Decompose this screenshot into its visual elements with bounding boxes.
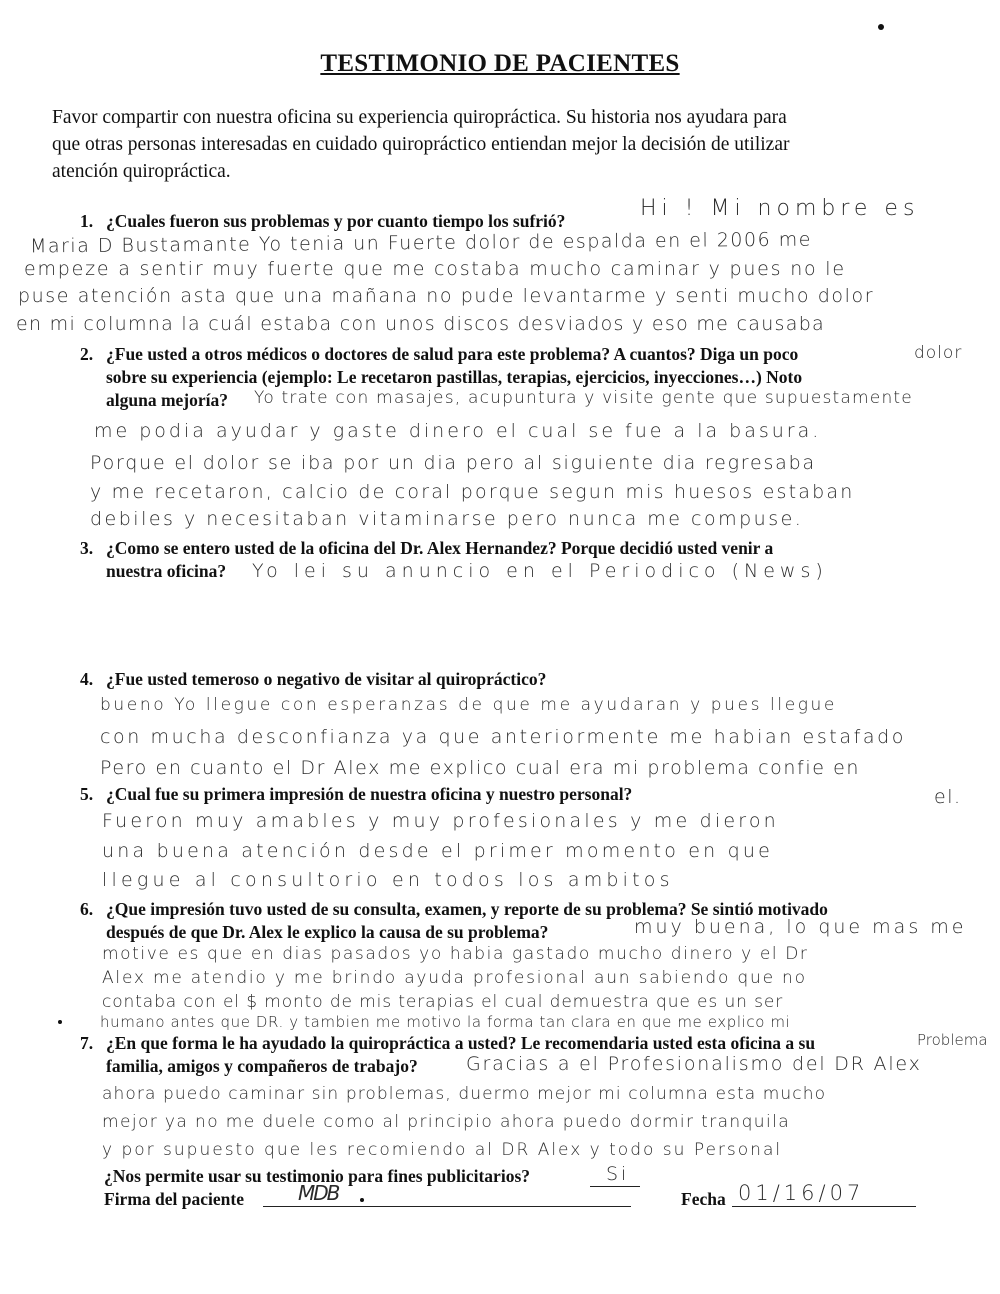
handwritten-answer: llegue al consultorio en todos los ambitos — [102, 869, 674, 891]
question-text: familia, amigos y compañeros de trabajo? — [106, 1056, 418, 1076]
permission-answer-line[interactable] — [590, 1186, 640, 1187]
question-number: 5. — [80, 784, 94, 804]
handwritten-answer: en mi columna la cuál estaba con unos discos desviados y eso me causaba — [16, 313, 825, 335]
handwritten-answer: Maria D Bustamante Yo tenia un Fuerte dolor de espalda en el 2006 me — [29, 228, 812, 258]
question-text: después de que Dr. Alex le explico la causa de su problema? — [106, 922, 549, 942]
question-number: 6. — [80, 899, 94, 919]
question-text: nuestra oficina? — [106, 561, 227, 581]
signature-initials: MDB — [298, 1181, 339, 1205]
handwritten-answer: puse atención asta que una mañana no pude levantarme y senti mucho dolor — [18, 285, 875, 307]
handwritten-answer: Gracias a el Profesionalismo del DR Alex — [466, 1053, 922, 1075]
handwritten-answer: Problema — [917, 1031, 988, 1049]
handwritten-answer: mejor ya no me duele como al principio ahora puedo dormir tranquila — [102, 1112, 791, 1132]
page-title: TESTIMONIO DE PACIENTES — [320, 50, 680, 77]
handwritten-answer: me podia ayudar y gaste dinero el cual se fue a la basura. — [94, 420, 822, 442]
handwritten-answer: con mucha desconfianza ya que anteriormente me habian estafado — [100, 726, 907, 748]
handwritten-answer: Fueron muy amables y muy profesionales y me dieron — [102, 810, 779, 832]
handwritten-answer: Pero en cuanto el Dr Alex me explico cual era mi problema confie en — [100, 757, 861, 779]
handwritten-answer: dolor — [914, 343, 963, 363]
handwritten-answer: Porque el dolor se iba por un dia pero al siguiente dia regresaba — [90, 452, 816, 474]
question-text: ¿Fue usted temeroso o negativo de visitar al quiropráctico? — [106, 669, 547, 689]
question-text: ¿Fue usted a otros médicos o doctores de salud para este problema? A cuantos? Diga un poco — [106, 344, 799, 364]
handwritten-answer: motive es que en dias pasados yo habia gastado mucho dinero y el Dr — [102, 944, 809, 964]
intro-line: que otras personas interesadas en cuidado quiropráctico entiendan mejor la decisión de utilizar — [52, 134, 790, 155]
question-number: 3. — [80, 538, 94, 558]
question-text: ¿Como se entero usted de la oficina del Dr. Alex Hernandez? Porque decidió usted venir a — [106, 538, 774, 558]
question-text: ¿Que impresión tuvo usted de su consulta, examen, y reporte de su problema? Se sintió motivado — [106, 899, 828, 919]
question-text: ¿Cuales fueron sus problemas y por cuanto tiempo los sufrió? — [106, 211, 566, 231]
signature-line[interactable] — [263, 1206, 631, 1207]
question-number: 7. — [80, 1033, 94, 1053]
handwritten-answer: humano antes que DR. y tambien me motivo la forma tan clara en que me explico mi — [100, 1013, 791, 1031]
handwritten-answer: Yo lei su anuncio en el Periodico (News) — [252, 560, 828, 582]
question-text: ¿Cual fue su primera impresión de nuestra oficina y nuestro personal? — [106, 784, 633, 804]
question-number: 2. — [80, 344, 94, 364]
permission-question: ¿Nos permite usar su testimonio para fines publicitarios? — [104, 1166, 530, 1186]
handwritten-answer: contaba con el $ monto de mis terapias el cual demuestra que es un ser — [102, 992, 784, 1012]
signature-label: Firma del paciente — [104, 1189, 244, 1209]
handwritten-answer: debiles y necesitaban vitaminarse pero nunca me compuse. — [90, 508, 804, 530]
question-number: 4. — [80, 669, 94, 689]
handwritten-answer: Alex me atendio y me brindo ayuda profesional aun sabiendo que no — [102, 968, 807, 988]
permission-answer: Si — [606, 1163, 630, 1185]
date-line[interactable] — [732, 1206, 916, 1207]
handwritten-answer: Yo trate con masajes, acupuntura y visite gente que supuestamente — [254, 388, 913, 408]
handwritten-answer: Hi ! Mi nombre es — [640, 196, 920, 221]
intro-line: atención quiropráctica. — [52, 161, 231, 182]
ink-dot — [360, 1198, 364, 1202]
handwritten-answer: y por supuesto que les recomiendo al DR Alex y todo su Personal — [102, 1140, 783, 1160]
question-text: sobre su experiencia (ejemplo: Le recetaron pastillas, terapias, ejercicios, inyecciones…) Noto — [106, 367, 803, 387]
intro-line: Favor compartir con nuestra oficina su experiencia quiropráctica. Su historia nos ayudara para — [52, 107, 787, 128]
date-value: 01/16/07 — [738, 1181, 865, 1205]
ink-dot — [58, 1020, 62, 1024]
date-label: Fecha — [681, 1189, 726, 1209]
question-text: ¿En que forma le ha ayudado la quiropráctica a usted? Le recomendaria usted esta oficina a su — [106, 1033, 816, 1053]
handwritten-answer: muy buena, lo que mas me — [634, 916, 967, 938]
handwritten-answer: el. — [934, 786, 962, 808]
handwritten-answer: ahora puedo caminar sin problemas, duermo mejor mi columna esta mucho — [102, 1084, 827, 1104]
ink-dot — [878, 24, 884, 30]
handwritten-answer: bueno Yo llegue con esperanzas de que me ayudaran y pues llegue — [100, 695, 837, 715]
handwritten-answer: y me recetaron, calcio de coral porque segun mis huesos estaban — [90, 481, 855, 503]
handwritten-answer: una buena atención desde el primer momento en que — [102, 840, 774, 862]
question-number: 1. — [80, 211, 94, 231]
question-text: alguna mejoría? — [106, 390, 229, 410]
handwritten-answer: empeze a sentir muy fuerte que me costaba mucho caminar y pues no le — [24, 258, 846, 280]
